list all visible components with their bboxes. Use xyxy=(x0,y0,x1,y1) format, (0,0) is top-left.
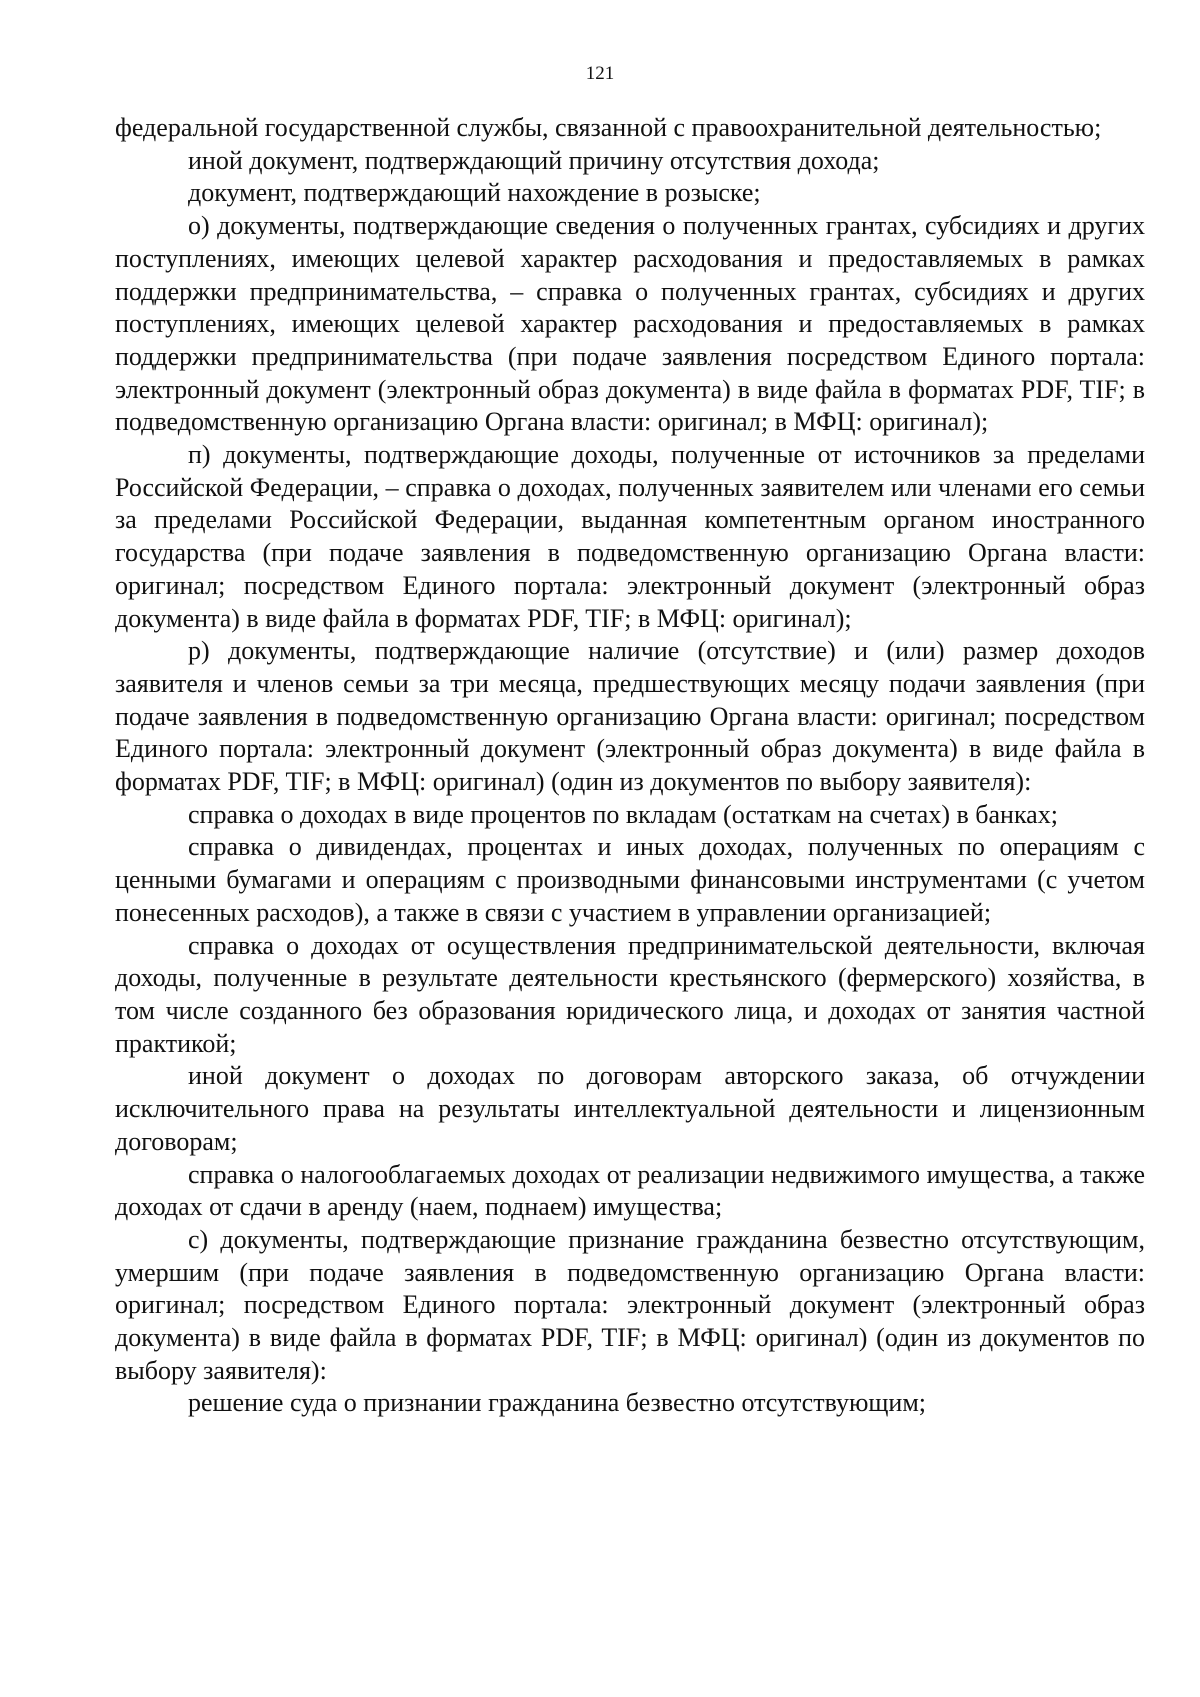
paragraph-item-p: п) документы, подтверждающие доходы, полученные от источников за пределами Российской Федерации, – справка о доходах, полученных заявителем или членами его семьи за пределами Российской Федерации, выданная компетентным органом иностранного государства (при подаче заявления в подведомственную организацию Органа власти: оригинал; посредством Единого портала: электронный документ (электронный образ документа) в виде файла в форматах PDF, TIF; в МФЦ: оригинал); xyxy=(115,440,1145,633)
paragraph-item-o: о) документы, подтверждающие сведения о полученных грантах, субсидиях и других поступлениях, имеющих целевой характер расходования и предоставляемых в рамках поддержки предпринимательства, – справка о полученных грантах, субсидиях и других поступлениях, имеющих целевой характер расходования и предоставляемых в рамках поддержки предпринимательства (при подаче заявления посредством Единого портала: электронный документ (электронный образ документа) в виде файла в форматах PDF, TIF; в подведомственную организацию Органа власти: оригинал; в МФЦ: оригинал); xyxy=(115,211,1145,437)
paragraph-item-s: с) документы, подтверждающие признание гражданина безвестно отсутствующим, умершим (при подаче заявления в подведомственную организацию Органа власти: оригинал; посредством Единого портала: электронный документ (электронный образ документа) в виде файла в форматах PDF, TIF; в МФЦ: оригинал) (один из документов по выбору заявителя): xyxy=(115,1224,1145,1385)
paragraph-business-income: справка о доходах от осуществления предпринимательской деятельности, включая доходы, полученные в результате деятельности крестьянского (фермерского) хозяйства, в том числе созданного без образования юридического лица, и доходах от занятия частной практикой; xyxy=(115,930,1145,1058)
paragraph-item-r: р) документы, подтверждающие наличие (отсутствие) и (или) размер доходов заявителя и членов семьи за три месяца, предшествующих месяцу подачи заявления (при подаче заявления в подведомственную организацию Органа власти: оригинал; посредством Единого портала: электронный документ (электронный образ документа) в виде файла в форматах PDF, TIF; в МФЦ: оригинал) (один из документов по выбору заявителя): xyxy=(115,636,1145,797)
paragraph-search-document: документ, подтверждающий нахождение в розыске; xyxy=(188,178,761,208)
paragraph-copyright-income: иной документ о доходах по договорам авторского заказа, об отчуждении исключительного права на результаты интеллектуальной деятельности и лицензионным договорам; xyxy=(115,1061,1145,1156)
paragraph-dividends: справка о дивидендах, процентах и иных доходах, полученных по операциям с ценными бумагами и операциям с производными финансовыми инструментами (с учетом понесенных расходов), а также в связи с участием в управлении организацией; xyxy=(115,832,1145,927)
paragraph-property-income: справка о налогооблагаемых доходах от реализации недвижимого имущества, а также доходах от сдачи в аренду (наем, поднаем) имущества; xyxy=(115,1159,1145,1222)
document-body xyxy=(115,112,1145,1420)
page-number: 121 xyxy=(585,63,615,84)
paragraph-deposit-interest: справка о доходах в виде процентов по вкладам (остаткам на счетах) в банках; xyxy=(188,799,1058,829)
paragraph-continuation: федеральной государственной службы, связанной с правоохранительной деятельностью; xyxy=(115,113,1102,142)
paragraph-court-decision: решение суда о признании гражданина безвестно отсутствующим; xyxy=(188,1388,926,1418)
paragraph-other-document: иной документ, подтверждающий причину отсутствия дохода; xyxy=(188,145,880,175)
